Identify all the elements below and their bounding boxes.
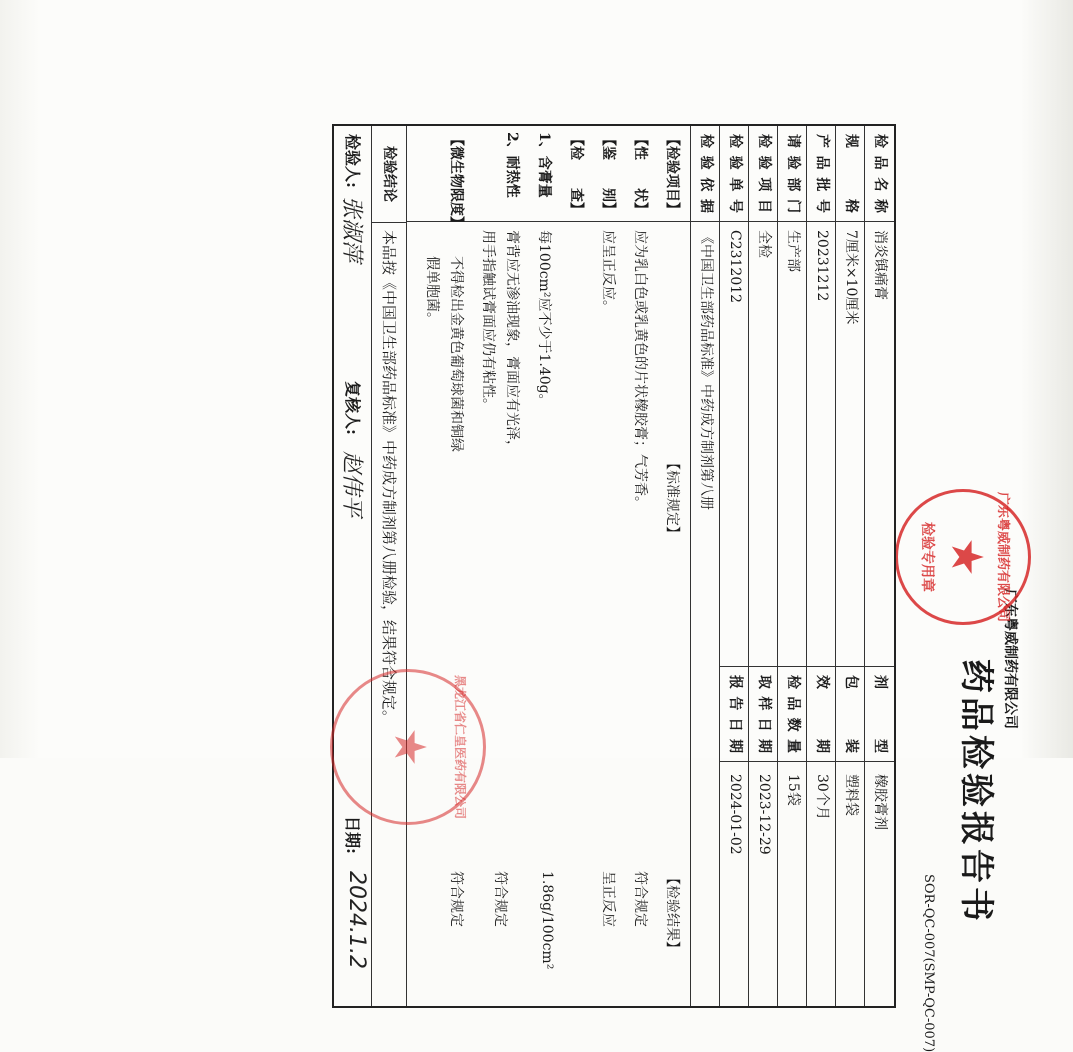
reviewer-signature: 赵伟平 bbox=[339, 451, 364, 518]
company-seal-stamp: 广东粤威制药有限公司 ★ 检验专用章 bbox=[895, 489, 1031, 625]
inspector-signature: 张淑萍 bbox=[339, 196, 364, 263]
signature-row: 检验人: 张淑萍 复核人: 赵伟平 日期: 2024.1.2 bbox=[339, 134, 369, 969]
info-row: 检验单号 C2312012 报告日期 2024-01-02 bbox=[719, 126, 749, 1006]
heat-resistance-row: 2、耐热性 膏背应无渗油现象，膏面应有光泽， 用手指触试膏面应仍有粘性。 符合规定 bbox=[480, 132, 520, 927]
info-row: 产品批号 20231212 效 期 30个月 bbox=[806, 126, 836, 1006]
paste-content-row: 1、含膏量 每100cm²应不少于1.40g。 1.86g/100cm² bbox=[536, 132, 555, 970]
info-row: 请验部门 生产部 检品数量 15袋 bbox=[777, 126, 807, 1006]
report-date: 2024.1.2 bbox=[344, 871, 369, 969]
identification-row: 【鉴 别】 应呈正反应。 呈正反应 bbox=[600, 132, 616, 927]
report-table bbox=[332, 124, 896, 1008]
receiver-seal-stamp: 黑龙江省仁皇医药有限公司 ★ bbox=[330, 669, 486, 825]
appearance-row: 【性 状】 应为乳白色或乳黄色的片状橡胶膏；气芳香。 符合规定 bbox=[632, 132, 648, 927]
conclusion-row: 检验结论 本品按《中国卫生部药品标准》中药成方制剂第八册检验，结果符合规定。 bbox=[371, 126, 407, 1006]
info-row: 规 格 7厘米×10厘米 包 装 塑料袋 bbox=[835, 126, 865, 1006]
info-row-basis: 检验依据 《中国卫生部药品标准》中药成方制剂第八册 bbox=[690, 126, 720, 1006]
star-icon: ★ bbox=[941, 537, 992, 577]
inspection-report-sheet bbox=[26, 19, 1046, 1052]
microbial-limit-row: 【微生物限度】 不得检出金黄色葡萄球菌和铜绿 假单胞菌。 符合规定 bbox=[424, 132, 464, 927]
info-row: 检品名称 消炎镇痛膏 剂 型 橡胶膏剂 bbox=[864, 126, 894, 1006]
star-icon: ★ bbox=[384, 727, 435, 767]
report-title: 药品检验报告书 bbox=[956, 659, 996, 925]
inspection-header-row: 【检 查】 bbox=[568, 132, 584, 216]
info-row: 检验项目 全检 取样日期 2023-12-29 bbox=[748, 126, 778, 1006]
section-header-row: 【检验项目】 【标准规定】 【检验结果】 bbox=[664, 132, 680, 955]
company-name: 广东粤威制药有限公司 bbox=[1002, 589, 1018, 729]
document-number: SOR-QC-007(SMP-QC-007) bbox=[921, 874, 936, 1052]
